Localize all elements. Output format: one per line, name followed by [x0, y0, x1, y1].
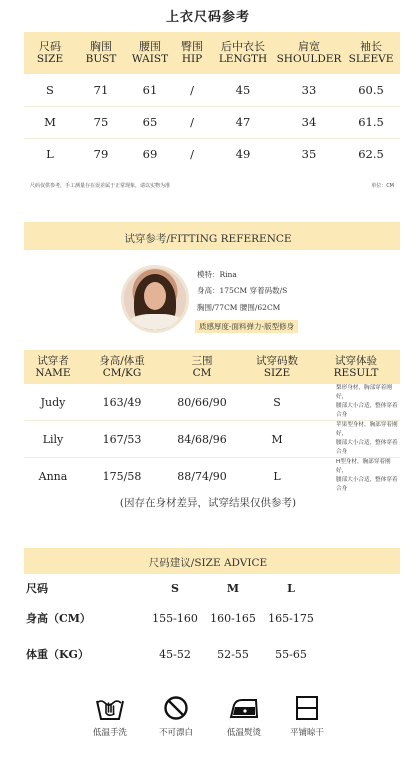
- advice-section-title: 尺码建议/SIZE ADVICE: [148, 557, 268, 569]
- model-name: 模特：Rina: [197, 270, 237, 279]
- table-cell: 61.5: [342, 106, 400, 138]
- tester-name: Anna: [38, 469, 68, 483]
- tester-bwh: 80/66/90: [162, 384, 242, 421]
- tester-result: H型身材，胸部穿着刚好， 腰部大小合适，整体穿着合身: [336, 459, 398, 492]
- table-cell: 79: [93, 147, 109, 162]
- model-height-size: 身高：175CM 穿着码数/S: [197, 286, 288, 295]
- tester-name: Judy: [24, 384, 82, 421]
- low-iron-icon: [228, 695, 260, 721]
- table-cell: 45-52: [159, 647, 191, 661]
- tester-size: S: [242, 384, 312, 421]
- table-cell: 45: [210, 74, 276, 106]
- measurement-note: 尺码仅供参考，手工测量存在误差属于正常现象，请以实物为准: [30, 183, 171, 189]
- table-row: [24, 138, 400, 170]
- model-measurements: 胸围/77CM 腰围/62CM: [197, 303, 281, 312]
- table-cell: L: [46, 147, 54, 162]
- table-row: [24, 74, 400, 106]
- hand-wash-icon: [95, 695, 125, 721]
- flat-dry-icon: [295, 695, 319, 721]
- page-title: 上衣尺码参考: [165, 10, 250, 25]
- col-header-bust: 胸围 BUST: [76, 32, 126, 74]
- table-cell: 61: [126, 74, 174, 106]
- table-cell: 71: [76, 74, 126, 106]
- fitting-disclaimer: (因存在身材差异，试穿结果仅供参考): [119, 497, 297, 509]
- table-cell: 33: [276, 74, 342, 106]
- fabric-tag: 质感厚度-面料弹力-版型修身: [195, 320, 298, 333]
- table-cell: 35: [301, 147, 317, 162]
- tester-result: 苹果型身材，胸部穿着刚好， 腰部大小合适，整体穿着合身: [312, 421, 400, 458]
- advice-size-m: M: [226, 581, 240, 595]
- advice-size-label: 尺码: [26, 582, 48, 595]
- col-header-size: 尺码 SIZE: [24, 32, 76, 74]
- fitting-header-row: [24, 350, 400, 384]
- advice-size-s: S: [171, 581, 179, 595]
- tester-name: Lily: [24, 421, 82, 458]
- table-row: [24, 600, 400, 636]
- col-header-fit-size: 试穿码数 SIZE: [242, 350, 312, 384]
- table-cell: 160-165: [210, 611, 256, 625]
- size-chart-table: [24, 32, 400, 170]
- tester-result: 梨形身材，胸部穿着刚好， 腰部大小合适，整体穿着合身: [312, 384, 400, 421]
- table-cell: 52-55: [217, 647, 249, 661]
- table-row: [24, 636, 400, 672]
- no-bleach-icon: [163, 695, 189, 721]
- table-cell: 55-65: [275, 647, 307, 661]
- table-row: [24, 106, 400, 138]
- size-advice-table: [24, 576, 400, 672]
- table-row: [24, 421, 400, 458]
- care-hand-wash: 低温手洗: [75, 695, 145, 738]
- table-cell: 75: [76, 106, 126, 138]
- fitting-table: [24, 350, 400, 494]
- col-header-bwh: 三围 CM: [162, 350, 242, 384]
- table-cell: 47: [210, 106, 276, 138]
- col-header-name: 试穿者 NAME: [24, 350, 82, 384]
- col-header-height-weight: 身高/体重 CM/KG: [82, 350, 162, 384]
- col-header-shoulder: 肩宽 SHOULDER: [276, 32, 342, 74]
- col-header-waist: 腰围 WAIST: [126, 32, 174, 74]
- col-header-sleeve: 袖长 SLEEVE: [342, 32, 400, 74]
- table-cell: 69: [142, 147, 158, 162]
- fitting-section-title: 试穿参考/FITTING REFERENCE: [124, 233, 292, 245]
- table-cell: 60.5: [342, 74, 400, 106]
- tester-size: M: [242, 421, 312, 458]
- table-cell: 34: [276, 106, 342, 138]
- table-cell: /: [174, 106, 210, 138]
- care-low-iron: 低温熨烫: [209, 695, 279, 738]
- table-cell: S: [24, 74, 76, 106]
- tester-height-weight: 175/58: [102, 469, 142, 483]
- advice-row-label: 身高（CM）: [26, 612, 91, 625]
- tester-height-weight: 163/49: [82, 384, 162, 421]
- care-no-bleach: 不可漂白: [141, 695, 211, 738]
- model-avatar: [121, 265, 189, 333]
- table-cell: 165-175: [268, 611, 314, 625]
- table-cell: 49: [235, 147, 251, 162]
- unit-note: 单位：CM: [371, 183, 394, 189]
- table-cell: 155-160: [152, 611, 198, 625]
- col-header-hip: 臀围 HIP: [174, 32, 210, 74]
- col-header-length: 后中衣长 LENGTH: [210, 32, 276, 74]
- table-cell: M: [24, 106, 76, 138]
- advice-header-row: [24, 576, 400, 600]
- advice-size-l: L: [287, 581, 295, 595]
- table-cell: 62.5: [358, 147, 384, 162]
- tester-bwh: 84/68/96: [162, 421, 242, 458]
- tester-size: L: [273, 469, 281, 483]
- size-chart-header-row: [24, 32, 400, 74]
- table-row: [24, 458, 400, 495]
- table-row: [24, 384, 400, 421]
- col-header-result: 试穿体验 RESULT: [312, 350, 400, 384]
- table-cell: /: [174, 74, 210, 106]
- care-flat-dry: 平铺晾干: [272, 695, 342, 738]
- table-cell: 65: [126, 106, 174, 138]
- tester-height-weight: 167/53: [82, 421, 162, 458]
- table-cell: /: [190, 147, 194, 162]
- tester-bwh: 88/74/90: [177, 469, 227, 483]
- advice-row-label: 体重（KG）: [26, 648, 89, 661]
